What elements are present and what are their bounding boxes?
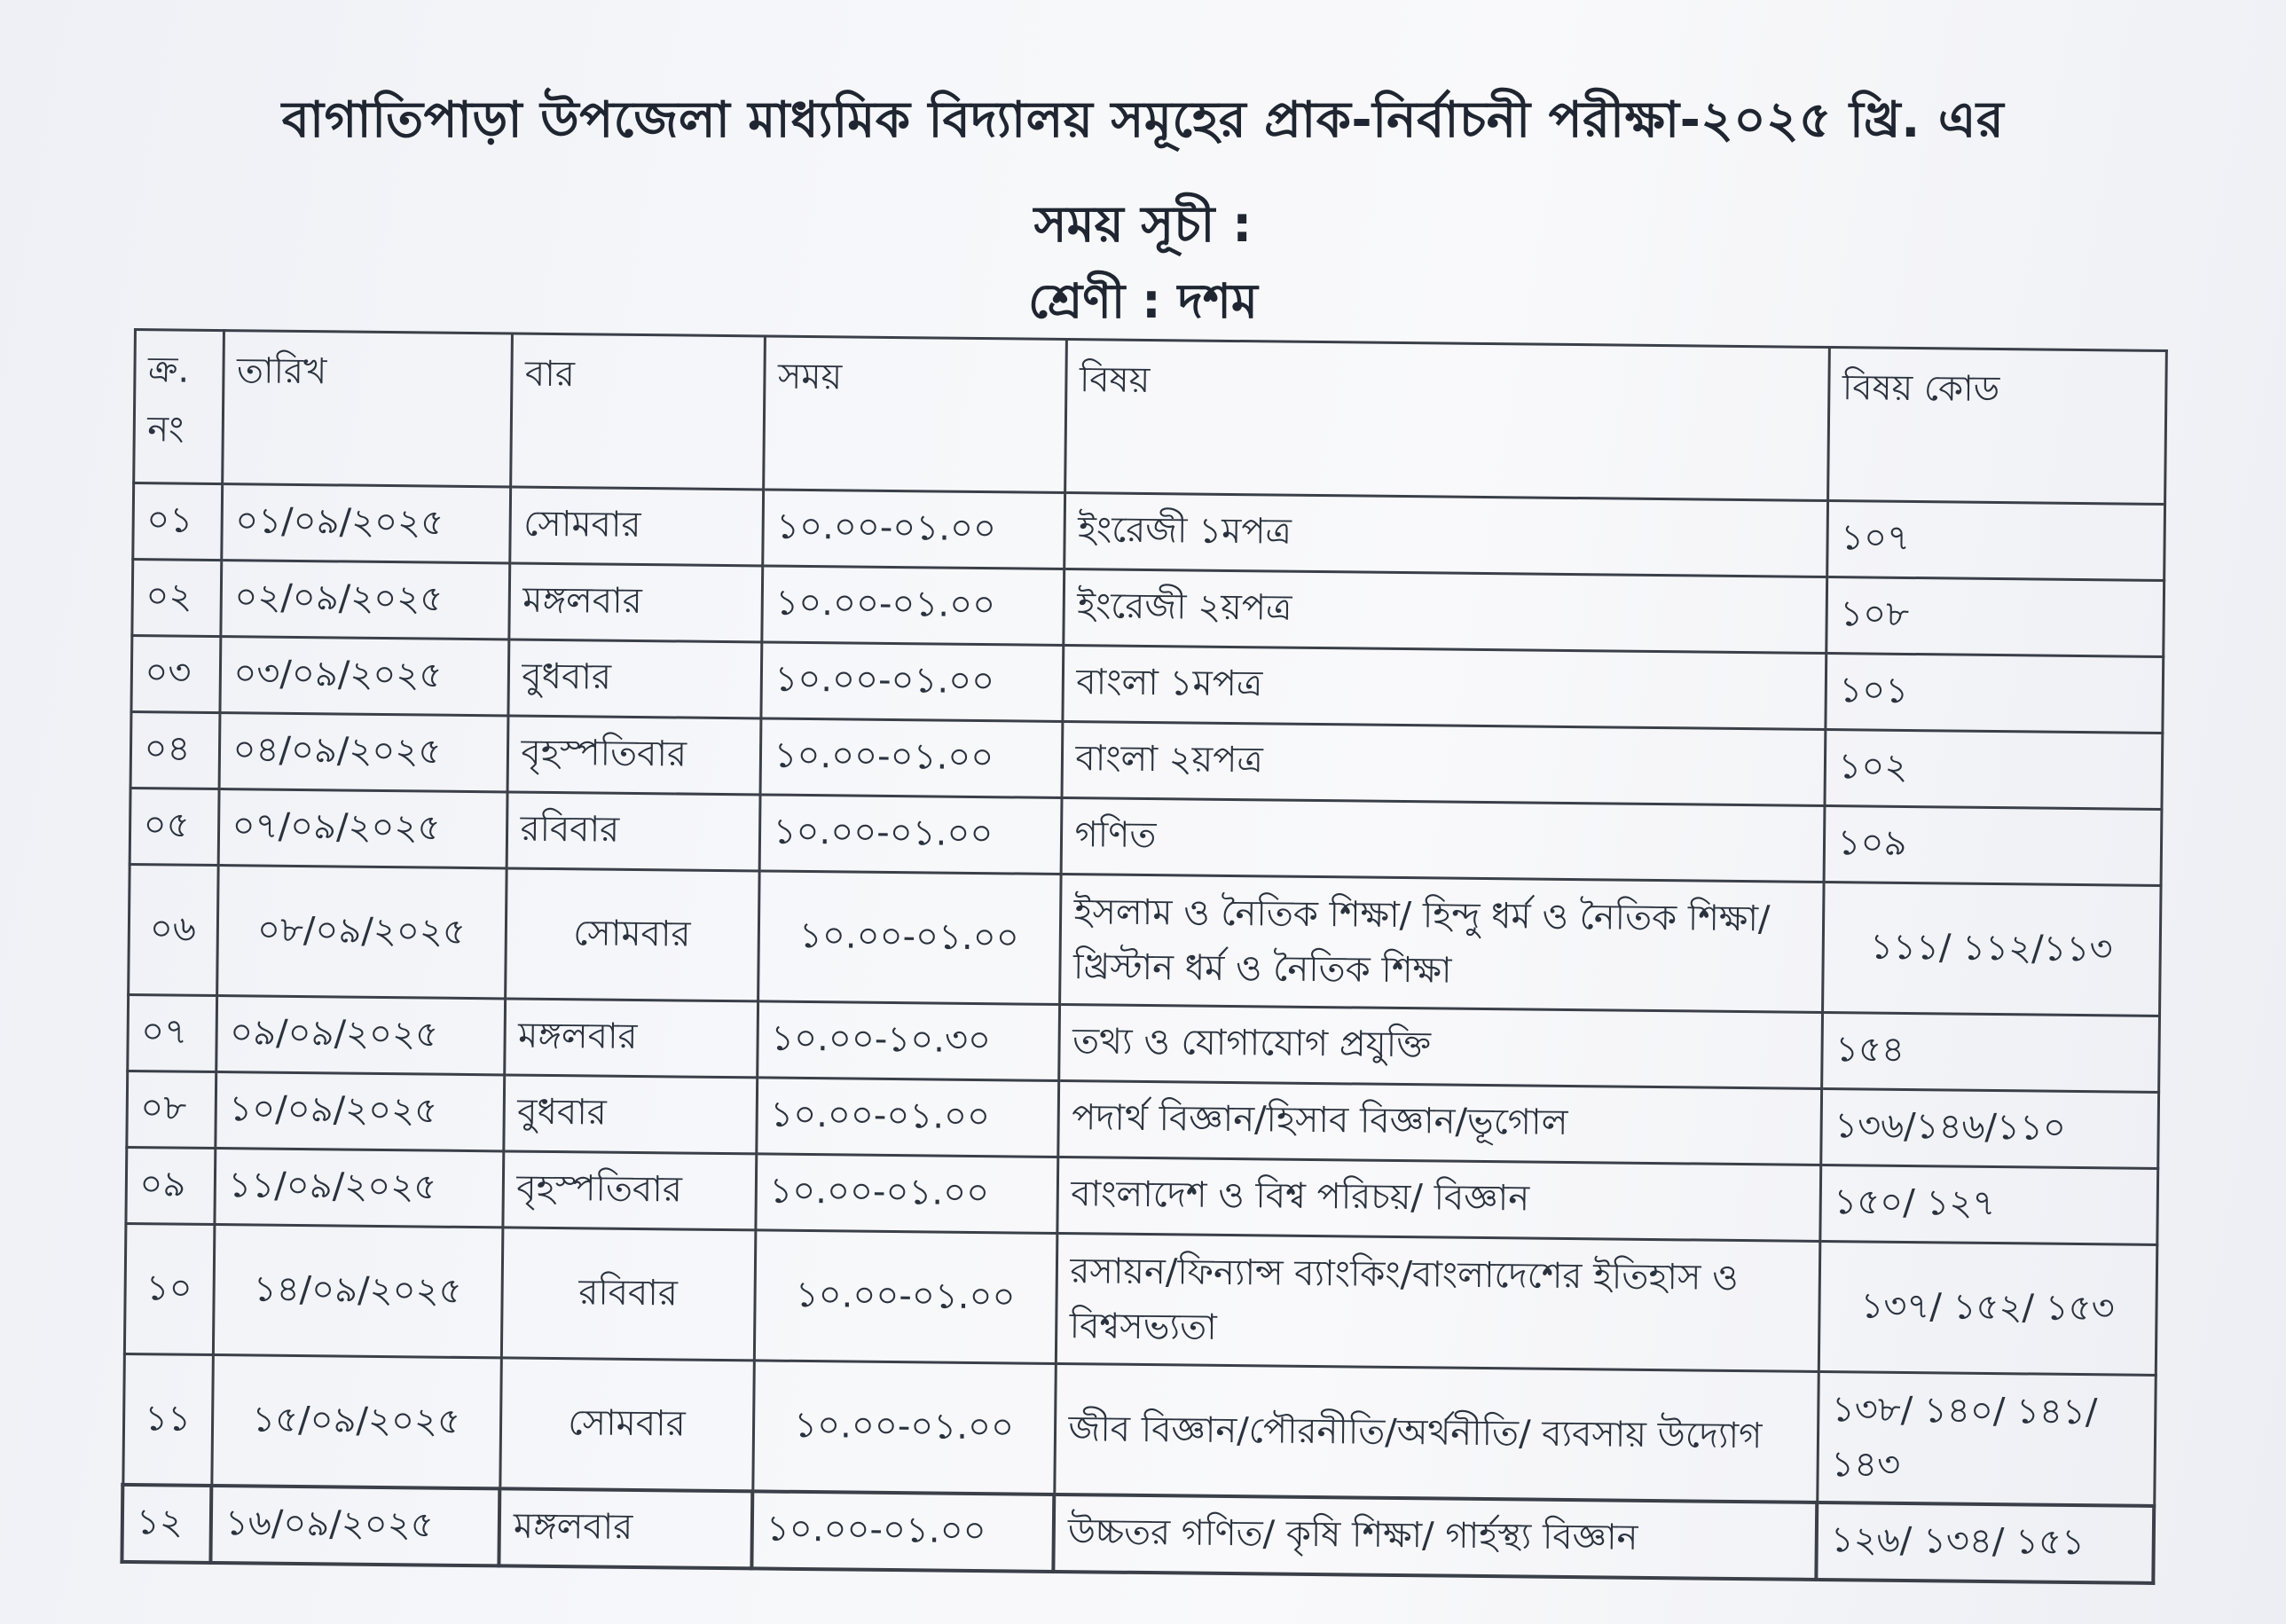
cell-subject: ইসলাম ও নৈতিক শিক্ষা/ হিন্দু ধর্ম ও নৈতিক শিক্ষা/ খ্রিস্টান ধর্ম ও নৈতিক শিক্ষা — [1059, 874, 1823, 1012]
cell-date: ০৮/০৯/২০২৫ — [216, 866, 507, 999]
cell-serial: ০৮ — [126, 1071, 216, 1148]
cell-serial: ০৩ — [130, 636, 220, 713]
cell-day: বৃহস্পতিবার — [502, 1151, 756, 1230]
cell-serial: ০৭ — [127, 994, 216, 1071]
cell-date: ১৬/০৯/২০২৫ — [210, 1486, 499, 1565]
cell-date: ১৪/০৯/২০২৫ — [213, 1225, 503, 1358]
cell-subject: উচ্চতর গণিত/ কৃষি শিক্ষা/ গার্হস্থ্য বিজ্ঞান — [1053, 1495, 1817, 1580]
cell-day: সোমবার — [499, 1358, 754, 1491]
cell-code: ১২৬/ ১৩৪/ ১৫১ — [1816, 1502, 2154, 1583]
cell-subject: বাংলা ১মপত্র — [1062, 645, 1826, 729]
cell-day: সোমবার — [505, 868, 759, 1001]
cell-day: রবিবার — [501, 1228, 756, 1361]
cell-time: ১০.০০-০১.০০ — [758, 871, 1061, 1005]
cell-day: রবিবার — [507, 792, 760, 871]
cell-time: ১০.০০-০১.০০ — [762, 490, 1064, 569]
cell-code: ১৩৭/ ১৫২/ ১৫৩ — [1819, 1241, 2157, 1375]
cell-day: সোমবার — [509, 487, 763, 566]
cell-code: ১৫৪ — [1821, 1012, 2159, 1092]
cell-subject: পদার্থ বিজ্ঞান/হিসাব বিজ্ঞান/ভূগোল — [1057, 1080, 1821, 1165]
cell-serial: ০৬ — [128, 864, 218, 995]
cell-serial: ১২ — [122, 1485, 211, 1563]
cell-date: ০৩/০৯/২০২৫ — [219, 637, 508, 716]
cell-date: ১১/০৯/২০২৫ — [214, 1149, 503, 1228]
cell-subject: ইংরেজী ১মপত্র — [1064, 493, 1827, 577]
cell-time: ১০.০০-০১.০০ — [761, 566, 1064, 646]
cell-time: ১০.০০-০১.০০ — [755, 1154, 1057, 1234]
cell-serial: ০৪ — [130, 711, 220, 788]
cell-time: ১০.০০-০১.০০ — [751, 1491, 1054, 1572]
cell-date: ০৭/০৯/২০২৫ — [218, 789, 507, 868]
cell-serial: ১১ — [122, 1353, 213, 1486]
table-row — [124, 1223, 2156, 1375]
header-time: সময় — [763, 336, 1066, 493]
cell-subject: জীব বিজ্ঞান/পৌরনীতি/অর্থনীতি/ ব্যবসায় উদ্যোগ — [1054, 1363, 1818, 1502]
cell-code: ১০১ — [1825, 654, 2163, 734]
cell-code: ১০৯ — [1824, 805, 2162, 885]
cell-time: ১০.০০-০১.০০ — [752, 1361, 1056, 1495]
table-row — [122, 1353, 2155, 1505]
cell-day: বুধবার — [507, 639, 761, 718]
cell-subject: ইংরেজী ২য়পত্র — [1063, 569, 1826, 654]
cell-subject: বাংলাদেশ ও বিশ্ব পরিচয়/ বিজ্ঞান — [1057, 1157, 1820, 1241]
cell-date: ০২/০৯/২০২৫ — [220, 561, 509, 639]
cell-serial: ০২ — [131, 560, 221, 637]
cell-date: ০১/০৯/২০২৫ — [221, 484, 510, 563]
cell-time: ১০.০০-০১.০০ — [760, 642, 1063, 722]
cell-code: ১৩৮/ ১৪০/ ১৪১/ ১৪৩ — [1817, 1371, 2156, 1505]
cell-code: ১০২ — [1824, 729, 2162, 809]
cell-serial: ০৫ — [130, 788, 219, 865]
cell-code: ১০৮ — [1826, 577, 2164, 657]
cell-time: ১০.০০-০১.০০ — [754, 1230, 1057, 1364]
cell-serial: ০৯ — [125, 1147, 215, 1224]
header-subject: বিষয় — [1064, 340, 1829, 501]
cell-serial: ১০ — [124, 1223, 215, 1354]
class-label: শ্রেণী : দশম — [1028, 273, 1258, 329]
cell-subject: বাংলা ২য়পত্র — [1062, 721, 1826, 805]
table-row — [128, 864, 2160, 1016]
cell-subject: রসায়ন/ফিন্যান্স ব্যাংকিং/বাংলাদেশের ইতিহাস ও বিশ্বসভ্যতা — [1056, 1233, 1819, 1371]
cell-day: মঙ্গলবার — [508, 563, 762, 642]
cell-subject: গণিত — [1061, 797, 1825, 882]
cell-time: ১০.০০-০১.০০ — [756, 1078, 1058, 1157]
document-title: বাগাতিপাড়া উপজেলা মাধ্যমিক বিদ্যালয় সমূহের প্রাক-নির্বাচনী পরীক্ষা-২০২৫ খ্রি. এর — [281, 91, 2005, 149]
exam-schedule-table — [120, 328, 2167, 1585]
cell-time: ১০.০০-১০.৩০ — [757, 1001, 1059, 1081]
cell-code: ১৩৬/১৪৬/১১০ — [1820, 1088, 2158, 1168]
cell-date: ১৫/০৯/২০২৫ — [211, 1355, 501, 1489]
cell-date: ০৪/০৯/২০২৫ — [219, 713, 508, 792]
document-subtitle: সময় সূচী : — [1033, 196, 1253, 254]
cell-time: ১০.০০-০১.০০ — [760, 718, 1063, 798]
cell-day: মঙ্গলবার — [499, 1488, 752, 1568]
header-serial: ক্র. নং — [133, 330, 224, 484]
header-day: বার — [510, 333, 765, 490]
cell-date: ১০/০৯/২০২৫ — [215, 1072, 504, 1151]
cell-date: ০৯/০৯/২০২৫ — [216, 996, 505, 1075]
header-subject-code: বিষয় কোড — [1827, 348, 2166, 505]
cell-code: ১১১/ ১১২/১১৩ — [1822, 882, 2161, 1016]
cell-subject: তথ্য ও যোগাযোগ প্রযুক্তি — [1058, 1004, 1822, 1088]
header-date: তারিখ — [222, 331, 512, 487]
table-header-row — [133, 330, 2166, 505]
cell-day: বুধবার — [503, 1075, 757, 1154]
cell-day: মঙ্গলবার — [504, 999, 758, 1078]
cell-day: বৃহস্পতিবার — [507, 716, 761, 795]
cell-code: ১৫০/ ১২৭ — [1819, 1165, 2157, 1244]
cell-time: ১০.০০-০১.০০ — [759, 795, 1062, 875]
cell-serial: ০১ — [132, 483, 222, 561]
cell-code: ১০৭ — [1826, 501, 2164, 581]
